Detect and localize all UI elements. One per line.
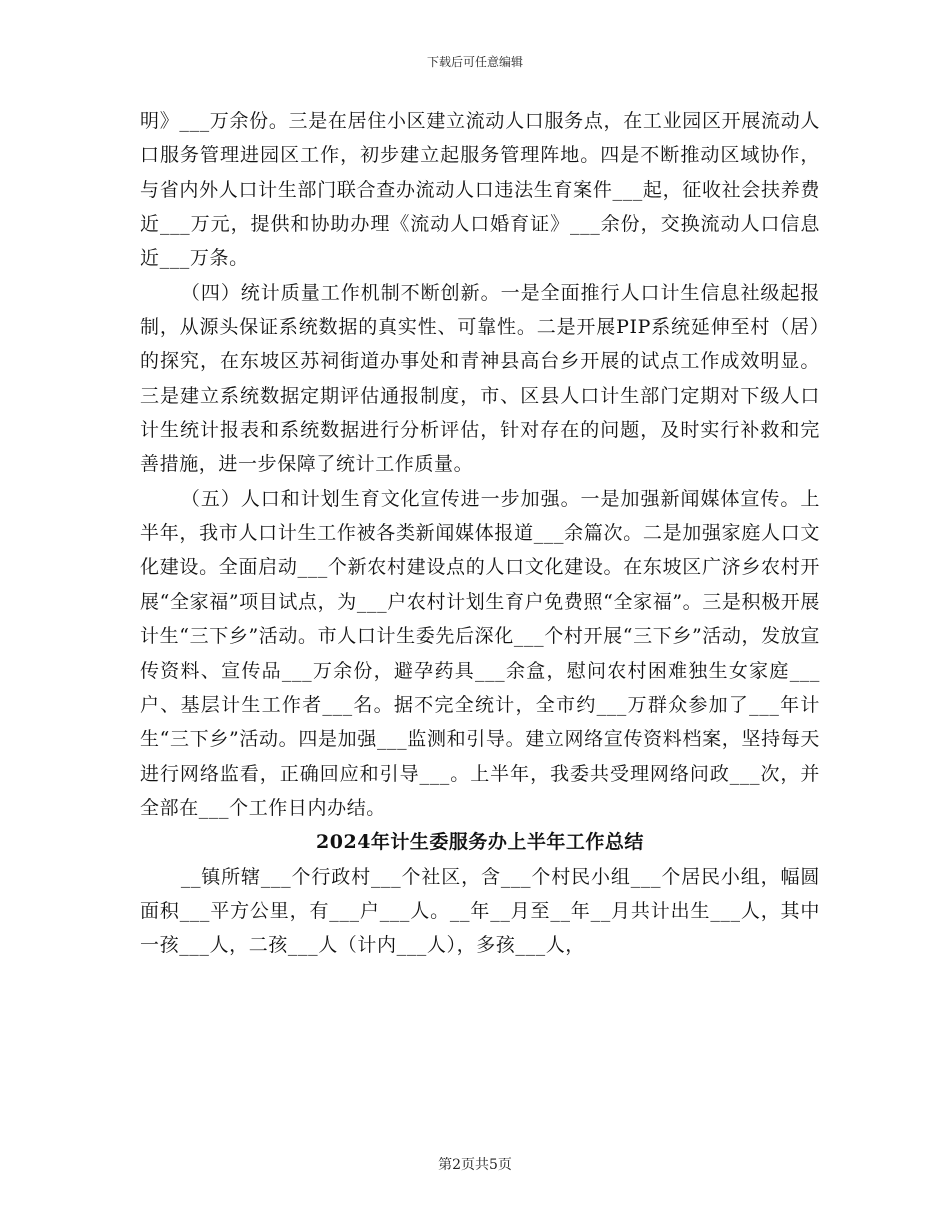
paragraph-culture-publicity: （五）人口和计划生育文化宣传进一步加强。一是加强新闻媒体宣传。上半年，我市人口计生工作被各类新闻媒体报道___余篇次。二是加强家庭人口文化建设。全面启动___个新农村建设点的人口文化建设。在东坡区广济乡农村开展“全家福”项目试点，为___户农村计划生育户免费照“全家福”。三是积极开展计生“三下乡”活动。市人口计生委先后深化___个村开展“三下乡”活动，发放宣传资料、宣传品___万余份，避孕药具___余盒，慰问农村困难独生女家庭___户、基层计生工作者___名。据不完全统计，全市约___万群众参加了___年计生“三下乡”活动。四是加强___监测和引导。建立网络宣传资料档案，坚持每天进行网络监看，正确回应和引导___。上半年，我委共受理网络问政___次，并全部在___个工作日内办结。: [140, 487, 820, 819]
header-note: 下载后可任意编辑: [426, 55, 523, 69]
document-body: [140, 104, 820, 963]
paragraph-continued: 明》___万余份。三是在居住小区建立流动人口服务点，在工业园区开展流动人口服务管理进园区工作，初步建立起服务管理阵地。四是不断推动区域协作，与省内外人口计生部门联合查办流动人口违法生育案件___起，征收社会扶养费近___万元，提供和协助办理《流动人口婚育证》___余份，交换流动人口信息近___万条。: [140, 110, 820, 270]
page-number: 第2页共5页: [438, 1157, 512, 1173]
page-footer: [0, 1157, 950, 1173]
paragraph-town-overview: __镇所辖___个行政村___个社区，含___个村民小组___个居民小组，幅圆面积___平方公里，有___户___人。__年__月至__年__月共计出生___人，其中一孩___人，二孩___人（计内___人），多孩___人，: [140, 865, 820, 957]
section-title: 2024年计生委服务办上半年工作总结: [316, 831, 644, 854]
page-header: [0, 55, 950, 69]
paragraph-statistics-quality: （四）统计质量工作机制不断创新。一是全面推行人口计生信息社级起报制，从源头保证系统数据的真实性、可靠性。二是开展PIP系统延伸至村（居）的探究，在东坡区苏祠街道办事处和青神县高台乡开展的试点工作成效明显。三是建立系统数据定期评估通报制度，市、区县人口计生部门定期对下级人口计生统计报表和系统数据进行分析评估，针对存在的问题，及时实行补救和完善措施，进一步保障了统计工作质量。: [140, 281, 820, 476]
